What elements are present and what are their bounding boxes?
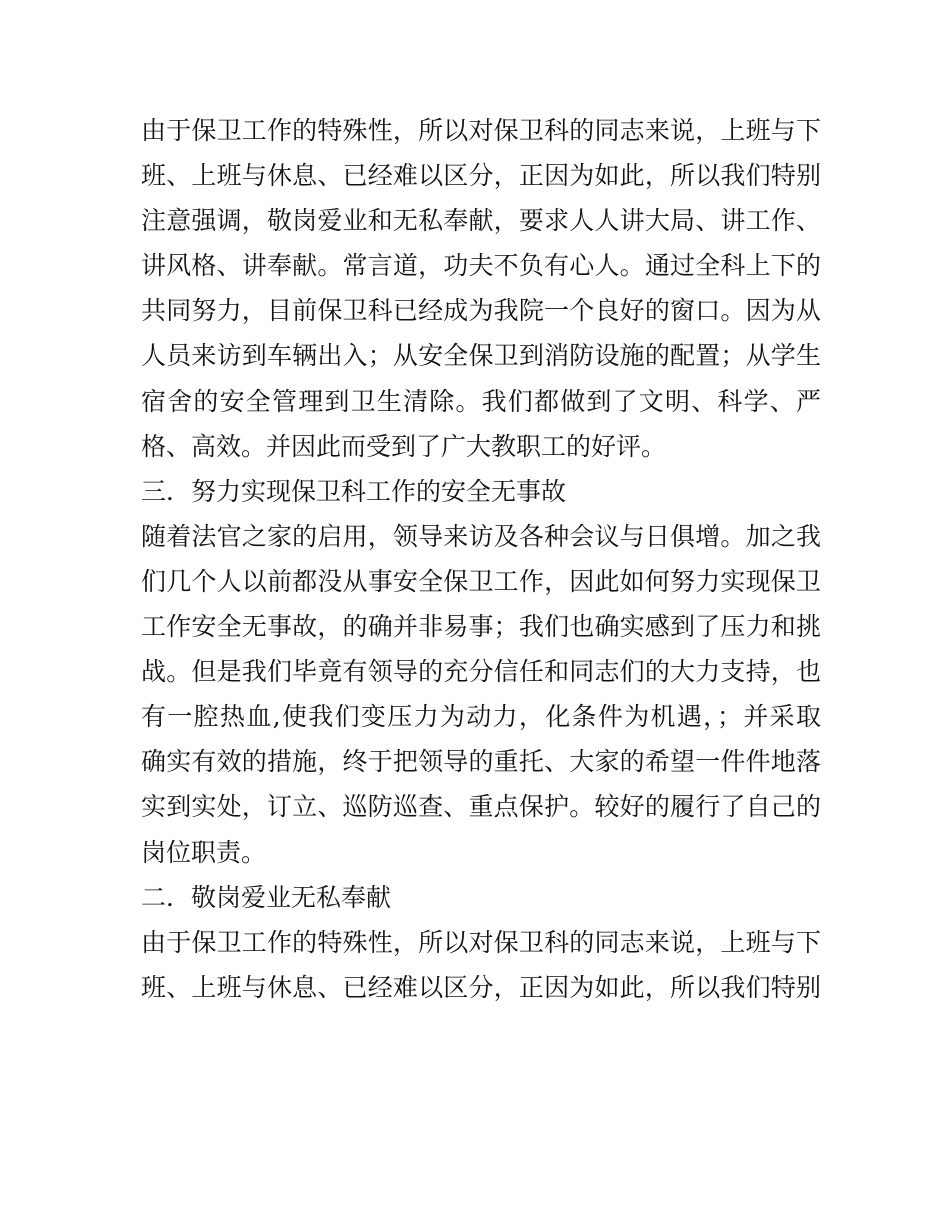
paragraph-line: 宿舍的安全管理到卫生清除。我们都做到了文明、科学、严 (141, 386, 821, 416)
paragraph-line: 格、高效。并因此而受到了广大教职工的好评。 (141, 431, 667, 461)
paragraph-line: 岗位职责。 (141, 837, 267, 867)
paragraph-line: 确实有效的措施，终于把领导的重托、大家的希望一件件地落 (141, 747, 821, 777)
paragraph-line: 人员来访到车辆出入；从安全保卫到消防设施的配置；从学生 (141, 341, 821, 371)
section-heading: 二．敬岗爱业无私奉献 (141, 882, 392, 912)
paragraph-line: 实到实处，订立、巡防巡查、重点保护。较好的履行了自己的 (141, 792, 821, 822)
section-heading: 三．努力实现保卫科工作的安全无事故 (141, 476, 567, 506)
paragraph-line: 工作安全无事故，的确并非易事；我们也确实感到了压力和挑 (141, 612, 821, 642)
paragraph-line: 由于保卫工作的特殊性，所以对保卫科的同志来说，上班与下 (141, 927, 821, 957)
paragraph-line: 由于保卫工作的特殊性，所以对保卫科的同志来说，上班与下 (141, 116, 821, 145)
paragraph-line: 们几个人以前都没从事安全保卫工作，因此如何努力实现保卫 (141, 566, 821, 596)
paragraph-line: 注意强调，敬岗爱业和无私奉献，要求人人讲大局、讲工作、 (141, 206, 821, 236)
paragraph-line: 讲风格、讲奉献。常言道，功夫不负有心人。通过全科上下的 (141, 251, 821, 281)
paragraph-line: 有一腔热血,使我们变压力为动力，化条件为机遇，；并采取 (141, 702, 821, 732)
paragraph-line: 随着法官之家的启用，领导来访及各种会议与日俱增。加之我 (141, 521, 821, 551)
document-body (141, 108, 821, 1010)
paragraph-line: 班、上班与休息、已经难以区分，正因为如此，所以我们特别 (141, 972, 821, 1002)
paragraph-line: 班、上班与休息、已经难以区分，正因为如此，所以我们特别 (141, 161, 821, 191)
paragraph-line: 共同努力，目前保卫科已经成为我院一个良好的窗口。因为从 (141, 296, 821, 326)
paragraph-line: 战。但是我们毕竟有领导的充分信任和同志们的大力支持，也 (141, 657, 821, 687)
